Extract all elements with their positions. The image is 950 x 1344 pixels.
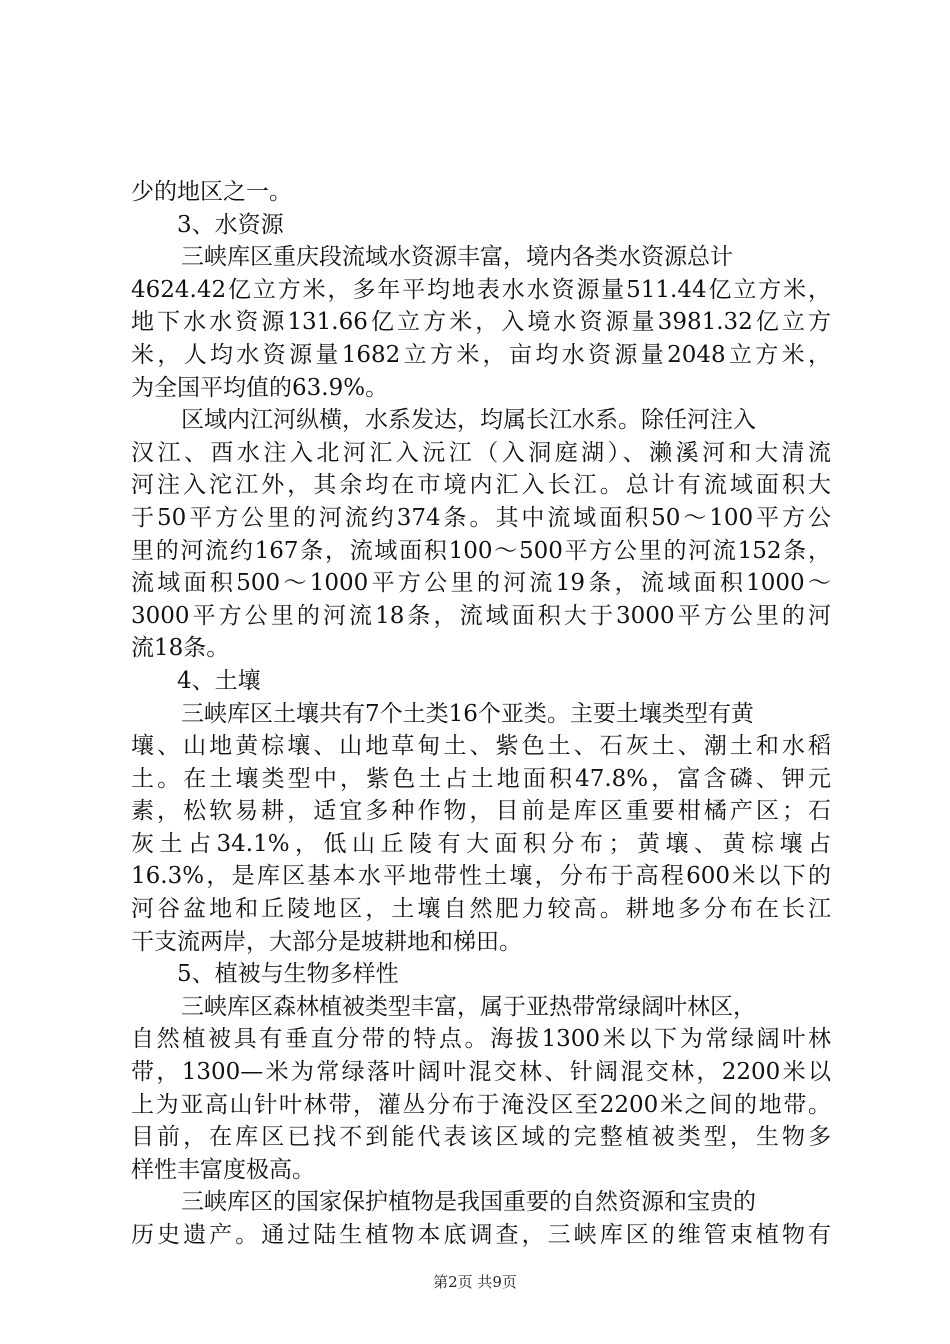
text-line: 三峡库区森林植被类型丰富，属于亚热带常绿阔叶林区， xyxy=(181,993,756,1020)
text-line: 干支流两岸，大部分是坡耕地和梯田。 xyxy=(131,928,522,955)
text-line: 自然植被具有垂直分带的特点。海拔1300米以下为常绿阔叶林 xyxy=(131,1026,831,1053)
text-line: 4624.42亿立方米，多年平均地表水水资源量511.44亿立方米， xyxy=(131,276,831,303)
text-line: 4、土壤 xyxy=(177,667,261,694)
text-line: 汉江、酉水注入北河汇入沅江（入洞庭湖）、濑溪河和大清流 xyxy=(131,439,831,466)
text-line: 16.3%，是库区基本水平地带性土壤，分布于高程600米以下的 xyxy=(131,863,831,890)
page-number: 第2页 共9页 xyxy=(433,1273,517,1291)
text-line: 目前，在库区已找不到能代表该区域的完整植被类型，生物多 xyxy=(131,1124,831,1151)
text-line: 样性丰富度极高。 xyxy=(131,1156,315,1183)
text-line: 三峡库区重庆段流域水资源丰富，境内各类水资源总计 xyxy=(181,244,733,271)
text-line: 上为亚高山针叶林带，灌丛分布于淹没区至2200米之间的地带。 xyxy=(131,1091,831,1118)
text-line: 少的地区之一。 xyxy=(131,179,292,205)
text-line: 米，人均水资源量1682立方米，亩均水资源量2048立方米， xyxy=(131,341,831,368)
document-body xyxy=(131,176,831,1252)
page-footer xyxy=(0,1272,950,1292)
text-line: 灰土占34.1%，低山丘陵有大面积分布；黄壤、黄棕壤占 xyxy=(131,830,831,857)
text-line: 带，1300—米为常绿落叶阔叶混交林、针阔混交林，2200米以 xyxy=(131,1059,831,1086)
text-line: 区域内江河纵横，水系发达，均属长江水系。除任河注入 xyxy=(181,407,756,434)
text-line: 流18条。 xyxy=(131,635,230,662)
text-line: 土。在土壤类型中，紫色土占土地面积47.8%，富含磷、钾元 xyxy=(131,765,831,792)
text-line: 河谷盆地和丘陵地区，土壤自然肥力较高。耕地多分布在长江 xyxy=(131,896,831,923)
text-line: 于50平方公里的河流约374条。其中流域面积50～100平方公 xyxy=(131,504,831,531)
text-line: 里的河流约167条，流域面积100～500平方公里的河流152条， xyxy=(131,537,831,564)
text-line: 5、植被与生物多样性 xyxy=(177,961,399,988)
text-line: 三峡库区土壤共有7个土类16个亚类。主要土壤类型有黄 xyxy=(181,700,754,727)
text-line: 为全国平均值的63.9%。 xyxy=(131,374,389,401)
text-line: 历史遗产。通过陆生植物本底调查，三峡库区的维管束植物有 xyxy=(131,1222,831,1248)
text-line: 3000平方公里的河流18条，流域面积大于3000平方公里的河 xyxy=(131,602,831,629)
text-line: 流域面积500～1000平方公里的河流19条，流域面积1000～ xyxy=(131,570,831,597)
text-line: 素，松软易耕，适宜多种作物，目前是库区重要柑橘产区；石 xyxy=(131,798,831,825)
text-line: 三峡库区的国家保护植物是我国重要的自然资源和宝贵的 xyxy=(181,1189,756,1216)
text-line: 河注入沱江外，其余均在市境内汇入长江。总计有流域面积大 xyxy=(131,472,831,499)
text-line: 3、水资源 xyxy=(177,211,284,238)
text-line: 地下水水资源131.66亿立方米，入境水资源量3981.32亿立方 xyxy=(131,309,831,336)
text-line: 壤、山地黄棕壤、山地草甸土、紫色土、石灰土、潮土和水稻 xyxy=(131,733,831,760)
